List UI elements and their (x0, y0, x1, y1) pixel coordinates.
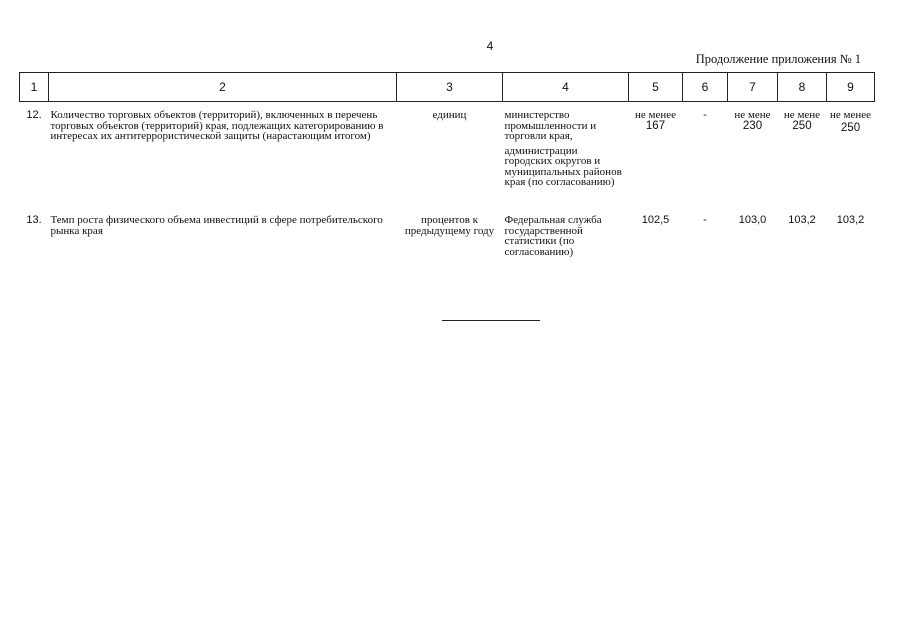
column-header: 7 (728, 73, 778, 102)
responsible-extra-text: администрации городских округов и муниципальных районов края (по согласованию) (504, 144, 622, 188)
column-header: 1 (20, 73, 49, 102)
responsible-cell (503, 102, 629, 208)
value-prefix: не менее (634, 109, 676, 121)
unit-cell: единиц (432, 109, 467, 121)
value-cell-7: 103,0 (738, 214, 767, 226)
column-header: 6 (683, 73, 728, 102)
value-prefix: не мене (734, 109, 771, 121)
value-cell-8: 103,2 (788, 214, 816, 226)
responsible-cell: Федеральная служба государственной статистики (по согласованию) (504, 214, 602, 258)
value-cell-6: - (703, 109, 707, 121)
continuation-label: Продолжение приложения № 1 (695, 52, 861, 66)
value-number: 230 (742, 119, 763, 132)
page-number: 4 (486, 39, 494, 53)
value-number: 250 (840, 121, 861, 134)
value-number: 250 (792, 119, 812, 132)
value-prefix: не менее (829, 109, 871, 121)
table-row (20, 102, 875, 208)
table-header-row (20, 73, 875, 102)
column-header: 9 (827, 73, 875, 102)
value-cell-7 (728, 102, 778, 208)
unit-cell: процентов к предыдущему году (404, 214, 495, 237)
indicator-name: Количество торговых объектов (территорий), включенных в перечень торговых объектов (территорий) края, подлежащих категорированию в интересах их антитеррористической защиты (нарастающим итогом) (50, 109, 384, 142)
column-header: 2 (49, 73, 397, 102)
indicators-table (19, 72, 875, 270)
table-row (20, 207, 875, 270)
footer-divider (442, 320, 540, 321)
responsible-text: министерство промышленности и торговли края, (504, 109, 597, 142)
row-number: 12. (26, 109, 42, 121)
column-header: 3 (397, 73, 503, 102)
row-number: 13. (26, 214, 42, 226)
column-header: 4 (503, 73, 629, 102)
indicator-name: Темп роста физического объема инвестиций в сфере потребительского рынка края (50, 214, 383, 237)
value-number: 167 (645, 119, 666, 132)
value-cell-9: 103,2 (836, 214, 865, 226)
value-cell-8 (778, 102, 827, 208)
column-header: 8 (778, 73, 827, 102)
column-header: 5 (629, 73, 683, 102)
value-cell-5 (629, 102, 683, 208)
value-cell-5: 102,5 (641, 214, 670, 226)
value-cell-9 (827, 102, 875, 208)
value-cell-6: - (703, 214, 707, 226)
value-prefix: не мене (783, 109, 821, 121)
